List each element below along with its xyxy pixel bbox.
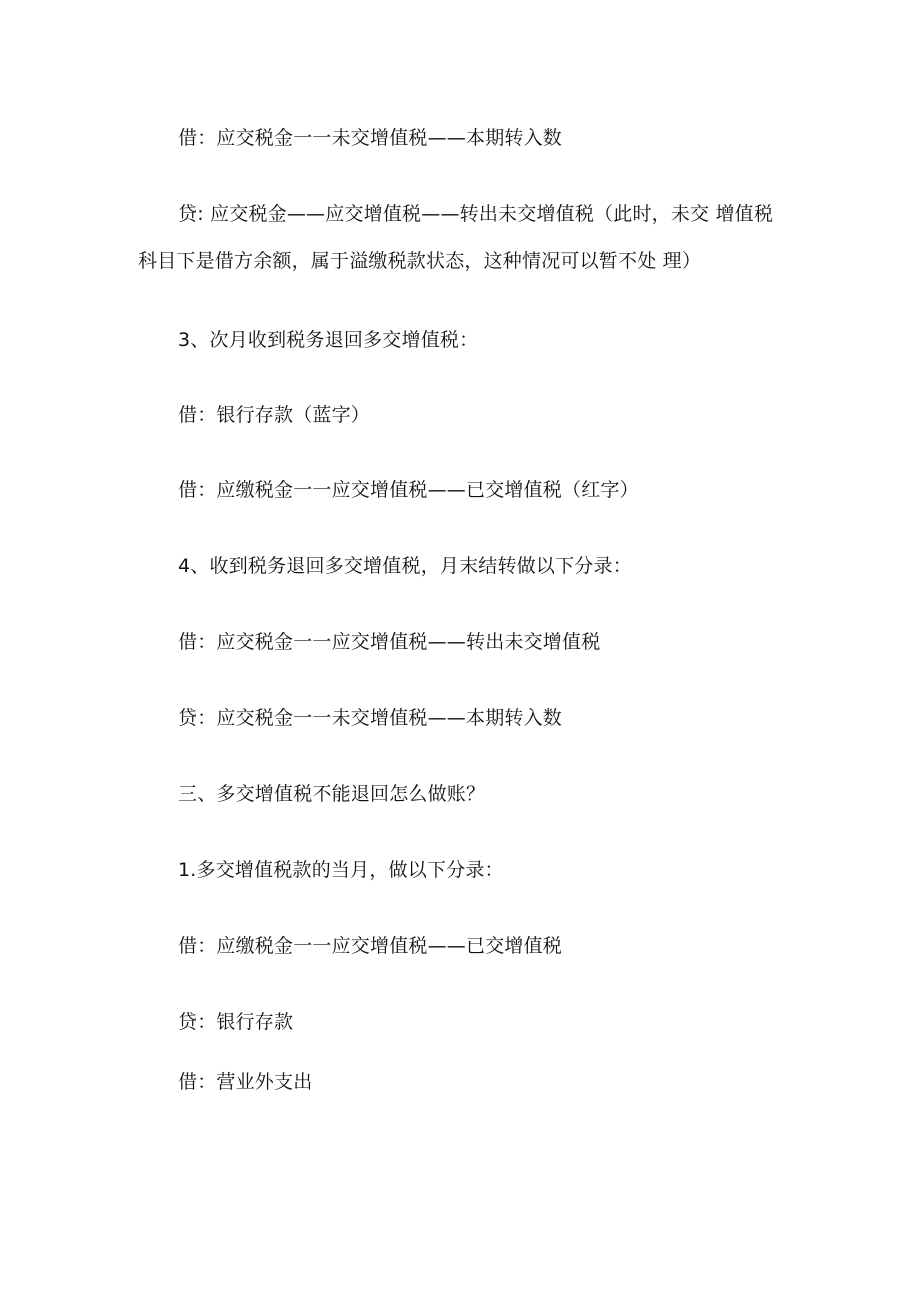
step-3-heading: 3、次月收到税务退回多交增值税：	[178, 329, 479, 351]
entry-debit-paid-vat-red: 借：应缴税金一一应交增值税——已交增值税（红字）	[178, 479, 639, 501]
entry-debit-transfer-out-unpaid-vat: 借：应交税金一一应交增值税——转出未交增值税	[178, 631, 601, 653]
entry-credit-bank-deposit: 贷：银行存款	[178, 1011, 294, 1033]
entry-credit-transfer-unpaid-vat: 贷: 应交税金——应交增值税——转出未交增值税（此时，未交 增值税科目下是借方余额，属于溢缴税款状态，这种情况可以暂不处 理）	[138, 203, 774, 272]
entry-debit-non-operating-expense: 借：营业外支出	[178, 1071, 313, 1093]
step-4-heading: 4、收到税务退回多交增值税，月末结转做以下分录：	[178, 555, 632, 577]
section-3-heading: 三、多交增值税不能退回怎么做账？	[178, 783, 486, 805]
entry-debit-unpaid-vat-transfer: 借：应交税金一一未交增值税——本期转入数	[178, 127, 563, 149]
entry-debit-paid-vat: 借：应缴税金一一应交增值税——已交增值税	[178, 935, 563, 957]
step-1-heading: 1.多交增值税款的当月，做以下分录：	[178, 859, 504, 881]
entry-debit-bank-deposit-blue: 借：银行存款（蓝字）	[178, 404, 371, 426]
entry-credit-unpaid-vat-transfer: 贷：应交税金一一未交增值税——本期转入数	[178, 707, 563, 729]
